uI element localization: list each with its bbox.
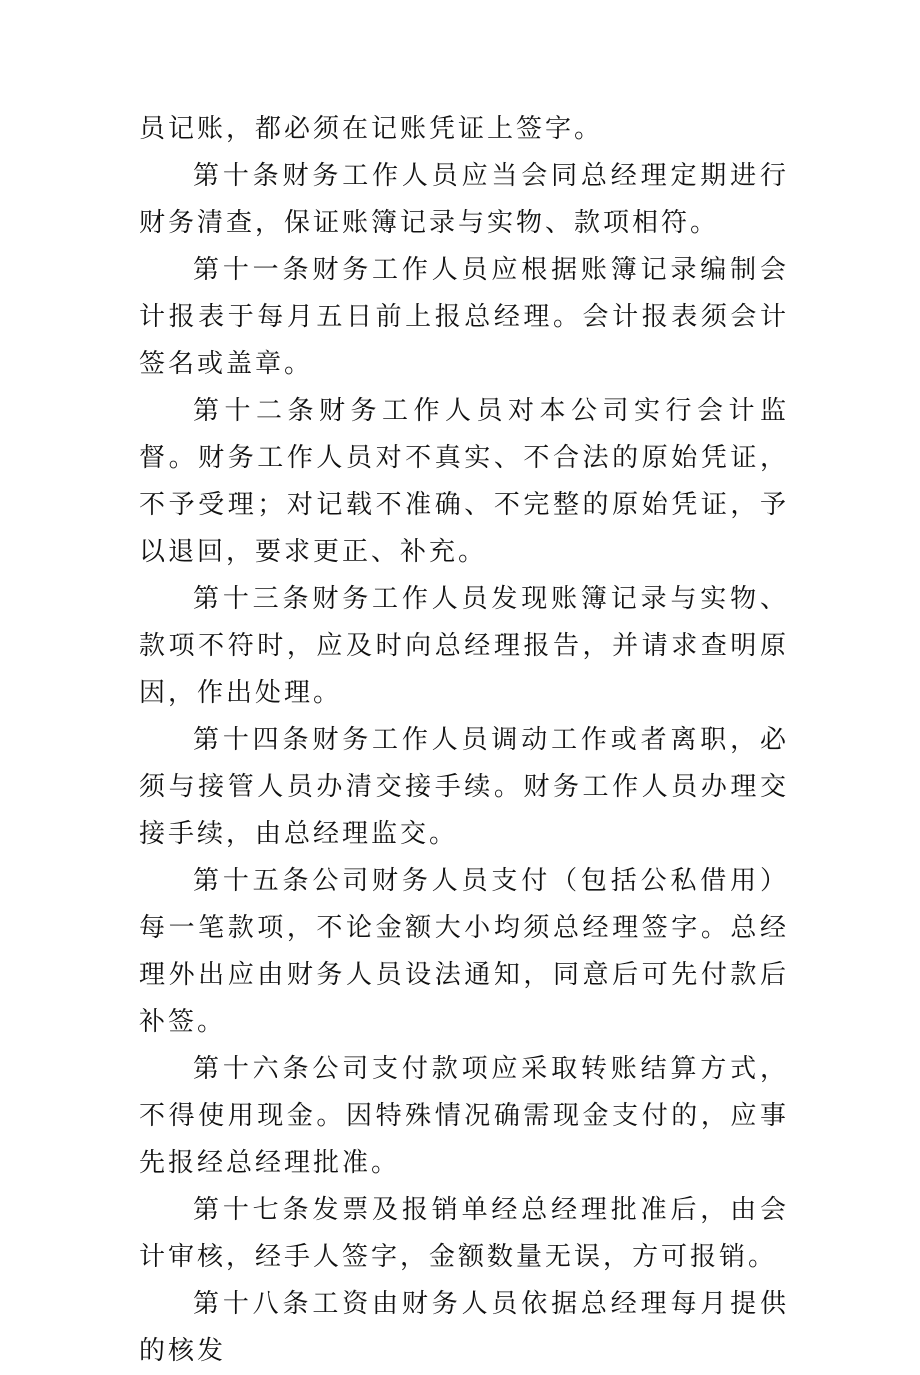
- paragraph-article-11: 第十一条财务工作人员应根据账簿记录编制会计报表于每月五日前上报总经理。会计报表须会计签名或盖章。: [139, 255, 789, 379]
- paragraph-article-16: 第十六条公司支付款项应采取转账结算方式，不得使用现金。因特殊情况确需现金支付的，应事先报经总经理批准。: [139, 1054, 789, 1178]
- paragraph-article-13: 第十三条财务工作人员发现账簿记录与实物、款项不符时，应及时向总经理报告，并请求查明原因，作出处理。: [139, 584, 789, 708]
- paragraph-article-18: 第十八条工资由财务人员依据总经理每月提供的核发: [139, 1289, 789, 1366]
- paragraph-article-12: 第十二条财务工作人员对本公司实行会计监督。财务工作人员对不真实、不合法的原始凭证，不予受理；对记载不准确、不完整的原始凭证，予以退回，要求更正、补充。: [139, 396, 789, 567]
- paragraph-article-14: 第十四条财务工作人员调动工作或者离职，必须与接管人员办清交接手续。财务工作人员办理交接手续，由总经理监交。: [139, 725, 789, 849]
- paragraph-article-17: 第十七条发票及报销单经总经理批准后，由会计审核，经手人签字，金额数量无误，方可报销。: [139, 1195, 789, 1272]
- paragraph-article-10: 第十条财务工作人员应当会同总经理定期进行财务清查，保证账簿记录与实物、款项相符。: [139, 161, 789, 238]
- paragraph-continuation: 员记账，都必须在记账凭证上签字。: [139, 114, 604, 144]
- document-body: [139, 106, 789, 1375]
- paragraph-article-15: 第十五条公司财务人员支付（包括公私借用）每一笔款项，不论金额大小均须总经理签字。总经理外出应由财务人员设法通知，同意后可先付款后补签。: [139, 866, 789, 1037]
